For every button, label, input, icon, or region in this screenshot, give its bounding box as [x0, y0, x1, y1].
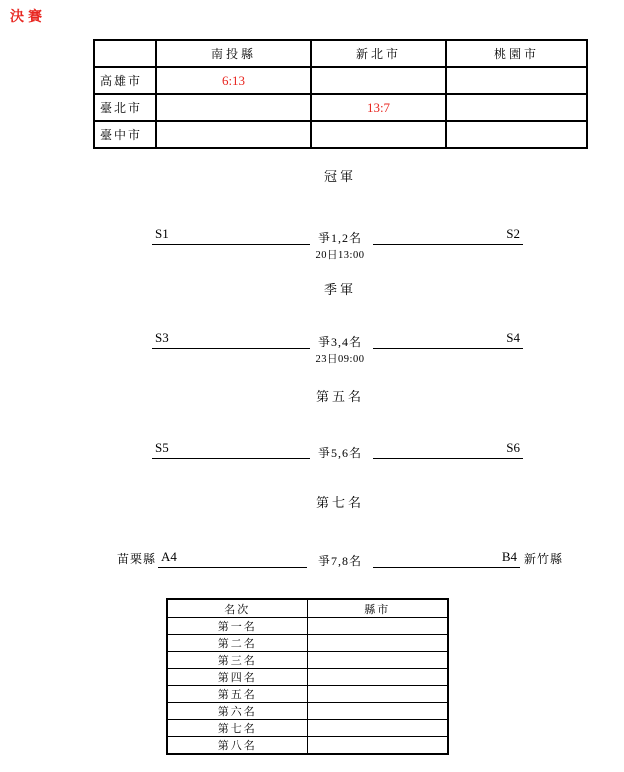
- match-label: 爭3,4名: [317, 335, 362, 349]
- standings-col-rank: 名次: [167, 599, 307, 618]
- score-cell: [446, 121, 587, 148]
- city-cell: [307, 669, 448, 686]
- seed-label: B4: [501, 549, 517, 564]
- results-corner-cell: [94, 40, 156, 67]
- match-time: 20日13:00: [315, 250, 365, 261]
- city-cell: [307, 652, 448, 669]
- rank-cell: 第三名: [167, 652, 307, 669]
- score-cell: 6:13: [156, 67, 311, 94]
- table-row: [167, 737, 448, 755]
- city-cell: [307, 703, 448, 720]
- standings-header-row: [167, 599, 448, 618]
- results-row-taichung: 臺中市: [94, 121, 156, 148]
- standings-table: [166, 598, 449, 755]
- results-header-row: [94, 40, 587, 67]
- match-label: 爭1,2名: [317, 231, 362, 245]
- results-col-nantou: 南投縣: [156, 40, 311, 67]
- city-cell: [307, 737, 448, 755]
- results-col-taoyuan: 桃園市: [446, 40, 587, 67]
- match-line-right: [373, 439, 523, 459]
- table-row: [94, 67, 587, 94]
- table-row: [94, 121, 587, 148]
- city-cell: [307, 686, 448, 703]
- table-row: [167, 703, 448, 720]
- score-cell: [311, 67, 446, 94]
- table-row: [167, 635, 448, 652]
- city-cell: [307, 635, 448, 652]
- team-name-miaoli: 苗栗縣: [116, 552, 156, 566]
- city-cell: [307, 720, 448, 737]
- rank-cell: 第七名: [167, 720, 307, 737]
- table-row: [167, 669, 448, 686]
- rank-cell: 第二名: [167, 635, 307, 652]
- heading-fifth-place: 第五名: [315, 389, 364, 404]
- match-time: 23日09:00: [315, 354, 365, 365]
- score-cell: [156, 94, 311, 121]
- score-cell: [446, 94, 587, 121]
- results-row-taipei: 臺北市: [94, 94, 156, 121]
- heading-seventh-place: 第七名: [315, 495, 364, 510]
- seed-label: A4: [161, 549, 177, 564]
- heading-third-place: 季軍: [323, 282, 356, 297]
- seed-label: S6: [506, 440, 520, 455]
- city-cell: [307, 618, 448, 635]
- table-row: [94, 94, 587, 121]
- rank-cell: 第一名: [167, 618, 307, 635]
- table-row: [167, 618, 448, 635]
- match-line-right: [373, 225, 523, 245]
- table-row: [167, 686, 448, 703]
- rank-cell: 第八名: [167, 737, 307, 755]
- results-row-kaohsiung: 高雄市: [94, 67, 156, 94]
- score-cell: [156, 121, 311, 148]
- score-cell: [311, 121, 446, 148]
- table-row: [167, 720, 448, 737]
- standings-col-city: 縣市: [307, 599, 448, 618]
- results-col-newtaipei: 新北市: [311, 40, 446, 67]
- score-cell: 13:7: [311, 94, 446, 121]
- match-label: 爭5,6名: [317, 446, 362, 460]
- match-label: 爭7,8名: [317, 554, 362, 568]
- match-line-right: [373, 329, 523, 349]
- match-line-right: [373, 548, 520, 568]
- table-row: [167, 652, 448, 669]
- results-table: [93, 39, 588, 149]
- score-cell: [446, 67, 587, 94]
- team-name-hsinchu: 新竹縣: [524, 552, 564, 566]
- seed-label: S5: [155, 440, 169, 455]
- rank-cell: 第五名: [167, 686, 307, 703]
- seed-label: S4: [506, 330, 520, 345]
- heading-champion: 冠軍: [323, 169, 356, 184]
- seed-label: S3: [155, 330, 169, 345]
- rank-cell: 第六名: [167, 703, 307, 720]
- seed-label: S2: [506, 226, 520, 241]
- page-title: 決賽: [10, 10, 46, 25]
- rank-cell: 第四名: [167, 669, 307, 686]
- seed-label: S1: [155, 226, 169, 241]
